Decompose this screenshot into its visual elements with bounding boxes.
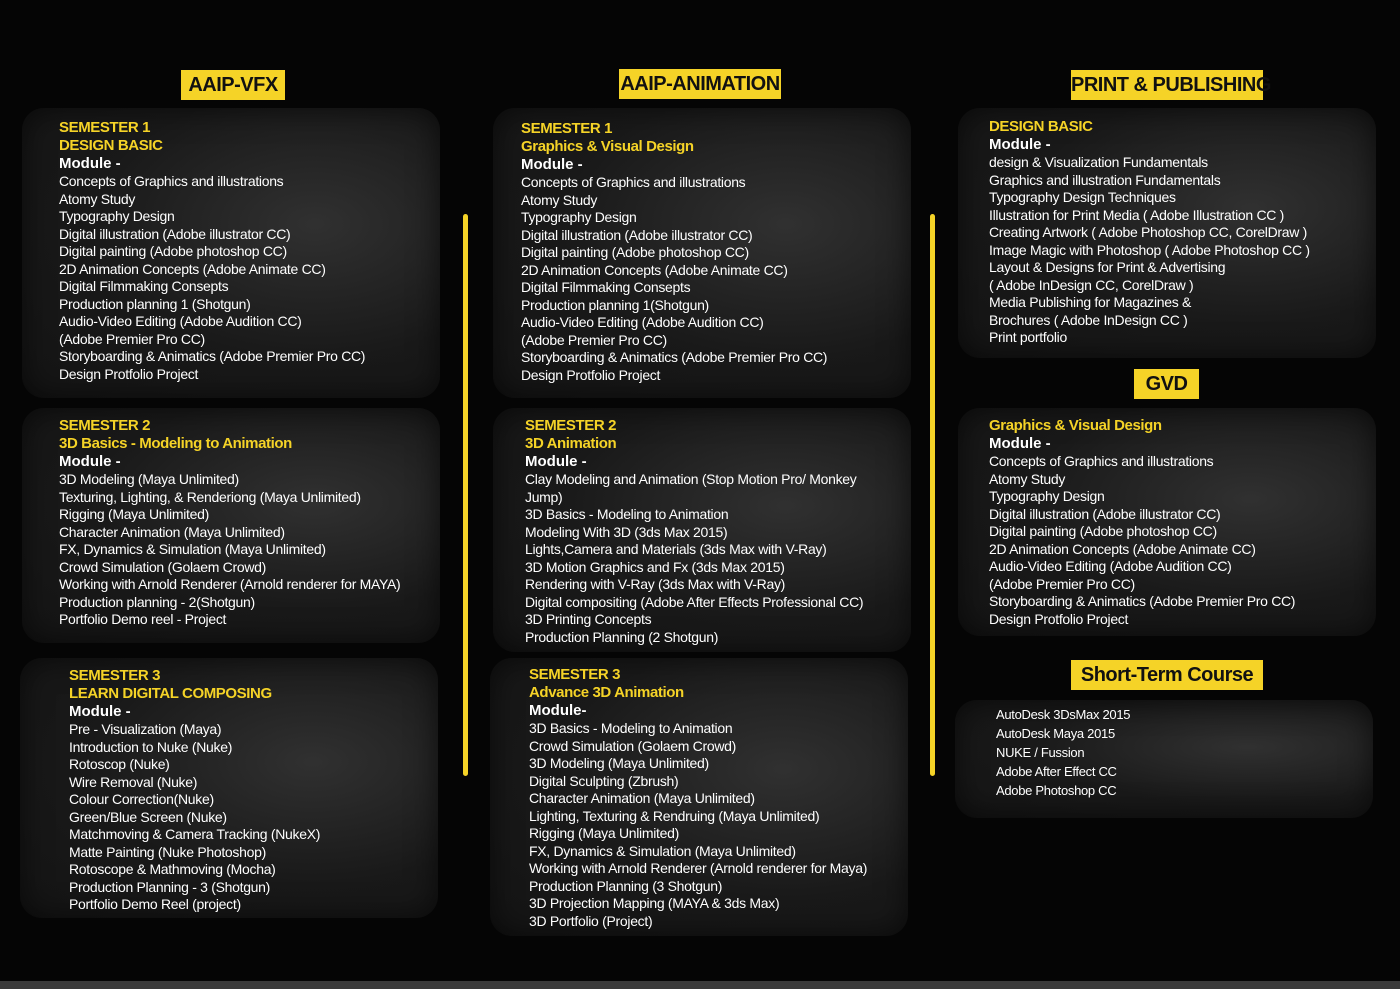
module-item: 3D Modeling (Maya Unlimited)	[529, 755, 709, 771]
module-item: Introduction to Nuke (Nuke)	[69, 738, 233, 755]
semester-subtitle: 3D Basics - Modeling to Animation	[59, 435, 292, 452]
module-list	[59, 173, 365, 383]
module-item: Matchmoving & Camera Tracking (NukeX)	[69, 826, 321, 842]
module-label: Module -	[989, 435, 1051, 452]
module-label: Module -	[69, 703, 131, 720]
module-item: Rigging (Maya Unlimited)	[529, 825, 679, 841]
module-item: Audio-Video Editing (Adobe Audition CC)	[59, 313, 302, 329]
module-item: Green/Blue Screen (Nuke)	[69, 808, 227, 825]
module-list	[69, 721, 320, 914]
module-item: AutoDesk Maya 2015	[996, 726, 1115, 741]
module-item: Modeling With 3D (3ds Max 2015)	[525, 523, 728, 540]
module-item: Colour Correction(Nuke)	[69, 791, 214, 807]
module-item: Rigging (Maya Unlimited)	[59, 506, 209, 522]
module-label: Module -	[59, 155, 121, 172]
module-item: Digital illustration (Adobe illustrator CC)	[521, 226, 753, 243]
module-item: Production planning 1 (Shotgun)	[59, 295, 251, 312]
module-item: Working with Arnold Renderer (Arnold renderer for Maya)	[529, 860, 868, 876]
module-item: Rotoscope & Mathmoving (Mocha)	[69, 861, 276, 877]
module-list	[525, 471, 863, 646]
semester-subtitle: Graphics & Visual Design	[521, 138, 694, 155]
module-item: Storyboarding & Animatics (Adobe Premier Pro CC)	[59, 348, 366, 364]
module-item: Lighting, Texturing & Rendruing (Maya Unlimited)	[529, 807, 820, 824]
module-item: Jump)	[525, 488, 563, 505]
semester-title: SEMESTER 2	[525, 417, 617, 434]
module-item: Character Animation (Maya Unlimited)	[529, 790, 755, 806]
module-item: Audio-Video Editing (Adobe Audition CC)	[521, 314, 764, 330]
print-badge: PRINT & PUBLISHING	[1071, 70, 1263, 100]
short-term-course	[996, 705, 1130, 800]
semester-title: SEMESTER 1	[521, 120, 613, 137]
semester-title: SEMESTER 3	[529, 666, 621, 683]
module-item: Brochures ( Adobe InDesign CC )	[989, 311, 1188, 328]
module-item: Working with Arnold Renderer (Arnold renderer for MAYA)	[59, 576, 401, 592]
module-list	[996, 705, 1130, 800]
bottom-strip	[0, 981, 1400, 989]
short-term-badge: Short-Term Course	[1071, 660, 1263, 690]
module-item: (Adobe Premier Pro CC)	[59, 330, 205, 347]
module-label: Module-	[529, 702, 587, 719]
module-item: 3D Basics - Modeling to Animation	[525, 506, 729, 522]
module-item: (Adobe Premier Pro CC)	[521, 331, 667, 348]
module-item: Production planning 1(Shotgun)	[521, 296, 709, 313]
module-item: Texturing, Lighting, & Renderiong (Maya Unlimited)	[59, 488, 361, 505]
module-item: design & Visualization Fundamentals	[989, 154, 1208, 170]
module-item: Concepts of Graphics and illustrations	[989, 453, 1214, 469]
module-item: Adobe After Effect CC	[996, 764, 1117, 779]
module-item: Creating Artwork ( Adobe Photoshop CC, CorelDraw )	[989, 224, 1308, 240]
module-item: 3D Modeling (Maya Unlimited)	[59, 471, 239, 487]
module-item: 3D Projection Mapping (MAYA & 3ds Max)	[529, 895, 780, 911]
module-item: Concepts of Graphics and illustrations	[59, 173, 284, 189]
module-item: Typography Design	[521, 209, 637, 225]
module-item: 2D Animation Concepts (Adobe Animate CC)	[59, 260, 326, 277]
module-list	[59, 471, 400, 629]
module-item: Media Publishing for Magazines &	[989, 294, 1192, 310]
module-item: Graphics and illustration Fundamentals	[989, 171, 1221, 188]
module-item: ( Adobe InDesign CC, CorelDraw )	[989, 276, 1194, 293]
module-list	[521, 174, 827, 384]
module-item: Digital illustration (Adobe illustrator CC)	[59, 225, 291, 242]
semester-subtitle: LEARN DIGITAL COMPOSING	[69, 685, 272, 702]
module-item: Design Protfolio Project	[521, 366, 661, 383]
module-label: Module -	[525, 453, 587, 470]
module-item: Typography Design	[989, 488, 1105, 504]
module-item: Digital Filmmaking Consepts	[521, 279, 691, 295]
module-item: (Adobe Premier Pro CC)	[989, 575, 1135, 592]
module-item: Crowd Simulation (Golaem Crowd)	[59, 558, 266, 575]
section-subtitle: DESIGN BASIC	[989, 118, 1093, 135]
module-item: Digital painting (Adobe photoshop CC)	[59, 243, 287, 259]
module-item: 3D Basics - Modeling to Animation	[529, 720, 733, 736]
module-list	[989, 154, 1310, 347]
divider-line-left	[463, 214, 468, 776]
module-item: Production Planning (2 Shotgun)	[525, 628, 719, 645]
module-item: Illustration for Print Media ( Adobe Illustration CC )	[989, 206, 1285, 223]
module-item: 2D Animation Concepts (Adobe Animate CC)	[989, 540, 1256, 557]
module-item: Typography Design	[59, 208, 175, 224]
module-item: FX, Dynamics & Simulation (Maya Unlimited)	[529, 842, 796, 859]
module-item: Matte Painting (Nuke Photoshop)	[69, 843, 266, 860]
module-item: NUKE / Fussion	[996, 745, 1085, 760]
module-item: FX, Dynamics & Simulation (Maya Unlimited)	[59, 541, 326, 557]
module-item: Lights,Camera and Materials (3ds Max with V-Ray)	[525, 541, 827, 557]
module-item: Concepts of Graphics and illustrations	[521, 174, 746, 190]
module-item: Rotoscop (Nuke)	[69, 756, 170, 772]
module-item: Portfolio Demo reel - Project	[59, 611, 227, 627]
animation-semester-3	[529, 666, 867, 930]
module-item: Design Protfolio Project	[59, 365, 199, 382]
module-label: Module -	[521, 156, 583, 173]
module-item: Rendering with V-Ray (3ds Max with V-Ray)	[525, 576, 786, 592]
semester-title: SEMESTER 3	[69, 667, 161, 684]
module-item: Audio-Video Editing (Adobe Audition CC)	[989, 558, 1232, 574]
semester-subtitle: DESIGN BASIC	[59, 137, 163, 154]
print-gvd	[989, 417, 1295, 628]
module-item: 3D Motion Graphics and Fx (3ds Max 2015)	[525, 558, 785, 575]
module-label: Module -	[59, 453, 121, 470]
module-item: Digital painting (Adobe photoshop CC)	[989, 523, 1217, 539]
vfx-badge: AAIP-VFX	[181, 70, 285, 100]
module-item: Adobe Photoshop CC	[996, 783, 1117, 798]
module-item: Character Animation (Maya Unlimited)	[59, 523, 285, 540]
section-subtitle: Graphics & Visual Design	[989, 417, 1162, 434]
vfx-semester-1	[59, 119, 365, 383]
animation-badge: AAIP-ANIMATION	[619, 69, 781, 99]
module-item: Atomy Study	[59, 190, 136, 207]
module-item: Layout & Designs for Print & Advertising	[989, 259, 1226, 275]
module-item: Storyboarding & Animatics (Adobe Premier Pro CC)	[989, 593, 1296, 609]
module-label: Module -	[989, 136, 1051, 153]
module-item: Digital Sculpting (Zbrush)	[529, 772, 679, 789]
semester-title: SEMESTER 2	[59, 417, 151, 434]
module-list	[529, 720, 867, 930]
module-item: Pre - Visualization (Maya)	[69, 721, 222, 737]
module-item: Storyboarding & Animatics (Adobe Premier Pro CC)	[521, 349, 828, 365]
module-list	[989, 453, 1295, 628]
vfx-semester-2	[59, 417, 400, 629]
module-item: Wire Removal (Nuke)	[69, 773, 198, 790]
module-item: Atomy Study	[521, 191, 598, 208]
module-item: Atomy Study	[989, 470, 1066, 487]
module-item: Digital compositing (Adobe After Effects Professional CC)	[525, 593, 864, 610]
animation-semester-1	[521, 120, 827, 384]
module-item: Production Planning - 3 (Shotgun)	[69, 878, 271, 895]
module-item: Print portfolio	[989, 329, 1067, 345]
semester-title: SEMESTER 1	[59, 119, 151, 136]
module-item: Production planning - 2(Shotgun)	[59, 593, 255, 610]
module-item: 3D Printing Concepts	[525, 611, 652, 627]
module-item: 2D Animation Concepts (Adobe Animate CC)	[521, 261, 788, 278]
animation-semester-2	[525, 417, 863, 646]
module-item: Portfolio Demo Reel (project)	[69, 896, 241, 912]
semester-subtitle: 3D Animation	[525, 435, 617, 452]
module-item: Design Protfolio Project	[989, 610, 1129, 627]
vfx-semester-3	[69, 667, 320, 914]
module-item: Production Planning (3 Shotgun)	[529, 877, 723, 894]
module-item: Image Magic with Photoshop ( Adobe Photoshop CC )	[989, 241, 1310, 258]
gvd-badge: GVD	[1134, 369, 1199, 399]
module-item: Clay Modeling and Animation (Stop Motion Pro/ Monkey	[525, 471, 857, 487]
module-item: Crowd Simulation (Golaem Crowd)	[529, 737, 736, 754]
module-item: Digital Filmmaking Consepts	[59, 278, 229, 294]
module-item: 3D Portfolio (Project)	[529, 912, 653, 929]
divider-line-right	[930, 214, 935, 776]
module-item: Digital painting (Adobe photoshop CC)	[521, 244, 749, 260]
module-item: AutoDesk 3DsMax 2015	[996, 707, 1131, 722]
print-design-basic	[989, 118, 1310, 347]
module-item: Digital illustration (Adobe illustrator CC)	[989, 505, 1221, 522]
module-item: Typography Design Techniques	[989, 189, 1176, 205]
semester-subtitle: Advance 3D Animation	[529, 684, 684, 701]
